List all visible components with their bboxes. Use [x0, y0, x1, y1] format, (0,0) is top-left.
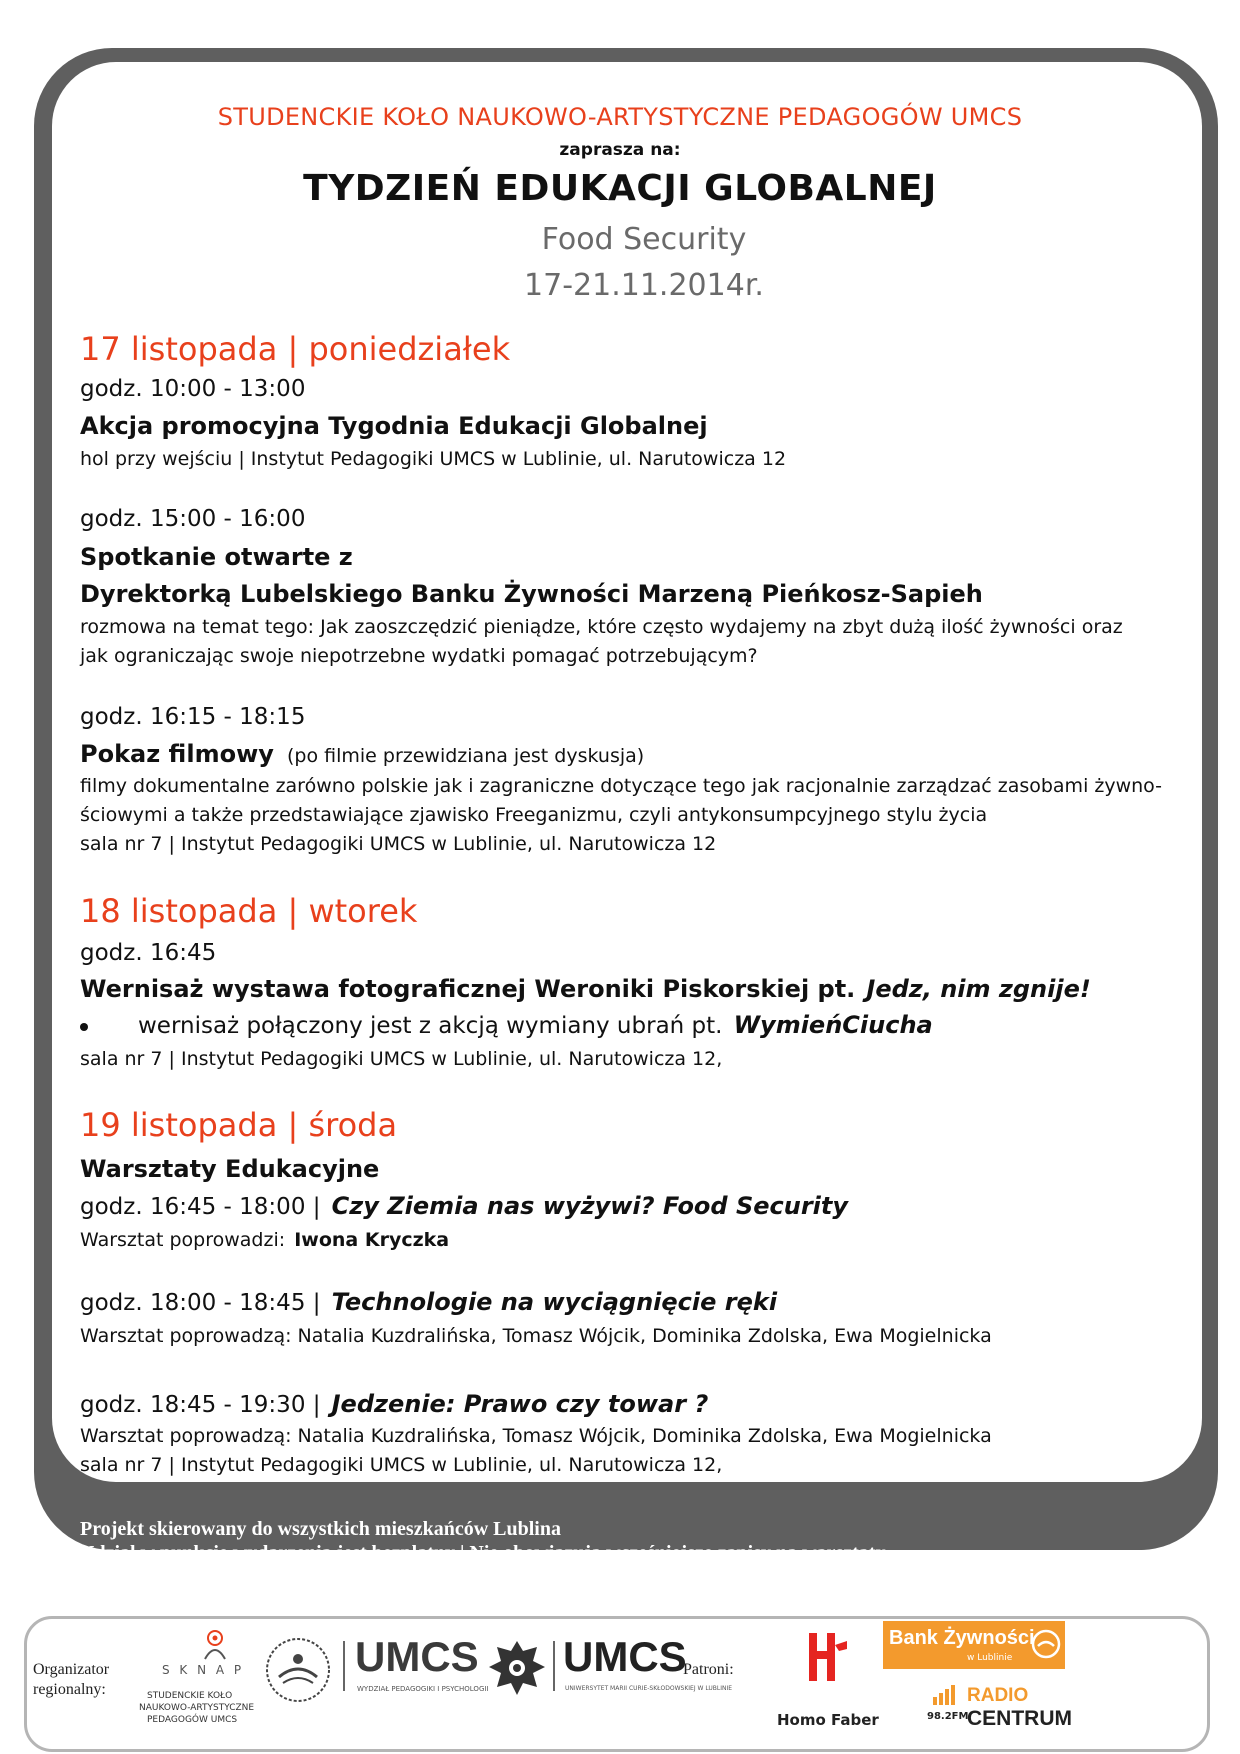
bank-title: Bank Żywności — [889, 1627, 1035, 1649]
eagle-crest-icon — [487, 1637, 547, 1699]
day1-event3-title: Pokaz filmowy — [80, 740, 274, 768]
day1-event3-desc-line1: filmy dokumentalne zarówno polskie jak i zagraniczne dotyczące tego jak racjonalnie zarządzać zasobami żywno- — [80, 775, 1163, 797]
organizer-label-1: Organizator — [33, 1661, 110, 1678]
footer-line2: Udział w punkcie wydarzenia jest bezpłatny | Nie obowiązują wcześniejsze zapisy na warsztaty — [80, 1542, 886, 1564]
day3-w2-time: godz. 18:00 - 18:45 | — [80, 1290, 321, 1316]
day3-w3-time: godz. 18:45 - 19:30 | — [80, 1392, 321, 1418]
day1-event1-title: Akcja promocyjna Tygodnia Edukacji Globalnej — [80, 412, 708, 440]
day2-bullet-italic: WymieńCiucha — [733, 1011, 933, 1039]
day3-w1-title: Czy Ziemia nas wyżywi? Food Security — [331, 1192, 849, 1220]
day1-event3-desc-line2: ściowymi a także przedstawiające zjawisko Freeganizmu, czyli antykonsumpcyjnego stylu życia — [80, 804, 988, 826]
bank-subtitle: w Lublinie — [967, 1653, 1013, 1663]
radio-frequency: 98.2FM — [927, 1711, 969, 1722]
day1-event3-time: godz. 16:15 - 18:15 — [80, 704, 306, 730]
day1-event2-title-line2: Dyrektorką Lubelskiego Banku Żywności Marzeną Pieńkosz-Sapieh — [80, 580, 983, 608]
day1-event2-time: godz. 15:00 - 16:00 — [80, 506, 306, 532]
organizer-label-2: regionalny: — [33, 1681, 106, 1698]
bullet-dot — [80, 1023, 88, 1031]
radio-name-2: CENTRUM — [967, 1707, 1072, 1730]
day2-time: godz. 16:45 — [80, 940, 217, 966]
day3-w3-place: sala nr 7 | Instytut Pedagogiki UMCS w Lublinie, ul. Narutowicza 12, — [80, 1454, 723, 1476]
footer-links — [0, 1566, 1240, 1592]
sknap-text-3: PEDAGOGÓW UMCS — [147, 1715, 238, 1725]
radio-bars-icon — [933, 1685, 963, 1705]
day3-workshops-title: Warsztaty Edukacyjne — [80, 1155, 380, 1183]
sknap-text-1: STUDENCKIE KOŁO — [147, 1691, 233, 1701]
day3-heading: 19 listopada | środa — [80, 1106, 398, 1144]
sknap-letters: S K N A P — [162, 1663, 245, 1677]
day2-bullet-text: wernisaż połączony jest z akcją wymiany ubrań pt. — [138, 1013, 723, 1039]
day3-w2-title: Technologie na wyciągnięcie ręki — [331, 1288, 778, 1316]
day1-event1-time: godz. 10:00 - 13:00 — [80, 376, 306, 402]
subtitle: Food Security — [541, 222, 747, 257]
link-sknap[interactable]: www.sknap.umcs.lublin.pl — [416, 1566, 664, 1591]
day3-w1-lead-row — [80, 1229, 449, 1251]
umcs1-wordmark: UMCS — [355, 1633, 479, 1680]
day1-event3-title-row — [80, 740, 644, 768]
day3-w1-lead-name: Iwona Kryczka — [294, 1229, 450, 1251]
bank-circle-icon — [1031, 1629, 1061, 1659]
day3-w2-lead: Warsztat poprowadzą: Natalia Kuzdralińska, Tomasz Wójcik, Dominika Zdolska, Ewa Mogielnicka — [80, 1325, 992, 1347]
day3-w3-row — [80, 1390, 708, 1418]
umcs1-divider — [343, 1641, 345, 1691]
day3-w3-title: Jedzenie: Prawo czy towar ? — [331, 1390, 709, 1418]
day1-event1-place: hol przy wejściu | Instytut Pedagogiki UMCS w Lublinie, ul. Narutowicza 12 — [80, 448, 787, 470]
day2-heading: 18 listopada | wtorek — [80, 892, 418, 930]
umcs2-wordmark: UMCS — [563, 1633, 687, 1680]
radio-name-1: RADIO — [967, 1685, 1029, 1706]
invite-text: zaprasza na: — [559, 140, 681, 160]
organizer-heading: STUDENCKIE KOŁO NAUKOWO-ARTYSTYCZNE PEDAGOGÓW UMCS — [217, 103, 1023, 131]
day1-event2-title-line1: Spotkanie otwarte z — [80, 543, 353, 571]
page-title: TYDZIEŃ EDUKACJI GLOBALNEJ — [303, 168, 937, 209]
patrons-label: Patroni: — [683, 1661, 734, 1678]
sknap-figure-icon — [195, 1629, 235, 1663]
day2-title-italic: Jedz, nim zgnije! — [866, 975, 1091, 1003]
bank-zywnosci-logo — [883, 1621, 1065, 1669]
day1-event2-desc-line2: jak ograniczając swoje niepotrzebne wydatki pomagać potrzebującym? — [80, 645, 758, 667]
homo-faber-label: Homo Faber — [777, 1711, 879, 1729]
faculty-emblem-icon — [265, 1637, 331, 1703]
day2-bullet-row — [138, 1011, 933, 1039]
day1-heading: 17 listopada | poniedziałek — [80, 330, 511, 368]
umcs2-divider — [553, 1641, 555, 1691]
day1-event3-place: sala nr 7 | Instytut Pedagogiki UMCS w Lublinie, ul. Narutowicza 12 — [80, 833, 717, 855]
day2-title-row — [80, 975, 1091, 1003]
day1-event2-desc-line1: rozmowa na temat tego: Jak zaoszczędzić pieniądze, które często wydajemy na zbyt dużą ilość żywności oraz — [80, 616, 1123, 638]
day3-w3-lead: Warsztat poprowadzą: Natalia Kuzdralińska, Tomasz Wójcik, Dominika Zdolska, Ewa Mogielnicka — [80, 1425, 992, 1447]
day3-w1-time: godz. 16:45 - 18:00 | — [80, 1194, 321, 1220]
day2-title: Wernisaż wystawa fotograficznej Weroniki Piskorskiej pt. — [80, 975, 856, 1003]
sknap-text-2: NAUKOWO-ARTYSTYCZNE — [139, 1703, 255, 1713]
event-dates: 17-21.11.2014r. — [524, 268, 764, 303]
day3-w2-row — [80, 1288, 777, 1316]
day3-w1-row — [80, 1192, 848, 1220]
umcs2-subtitle: UNIWERSYTET MARII CURIE-SKŁODOWSKIEJ W LUBLINIE — [565, 1685, 733, 1692]
footer-line1: Projekt skierowany do wszystkich mieszkańców Lublina — [80, 1518, 561, 1540]
link-teg[interactable]: www.teg.edu.pl — [679, 1566, 824, 1591]
homo-faber-icon — [799, 1627, 853, 1687]
day3-w1-lead-label: Warsztat poprowadzi: — [80, 1229, 286, 1251]
day2-place: sala nr 7 | Instytut Pedagogiki UMCS w Lublinie, ul. Narutowicza 12, — [80, 1048, 723, 1070]
link-separator: | — [669, 1566, 675, 1591]
day1-event3-note: (po filmie przewidziana jest dyskusja) — [286, 745, 645, 767]
logos-strip — [24, 1616, 1210, 1752]
umcs1-subtitle: WYDZIAŁ PEDAGOGIKI I PSYCHOLOGII — [357, 1685, 489, 1693]
